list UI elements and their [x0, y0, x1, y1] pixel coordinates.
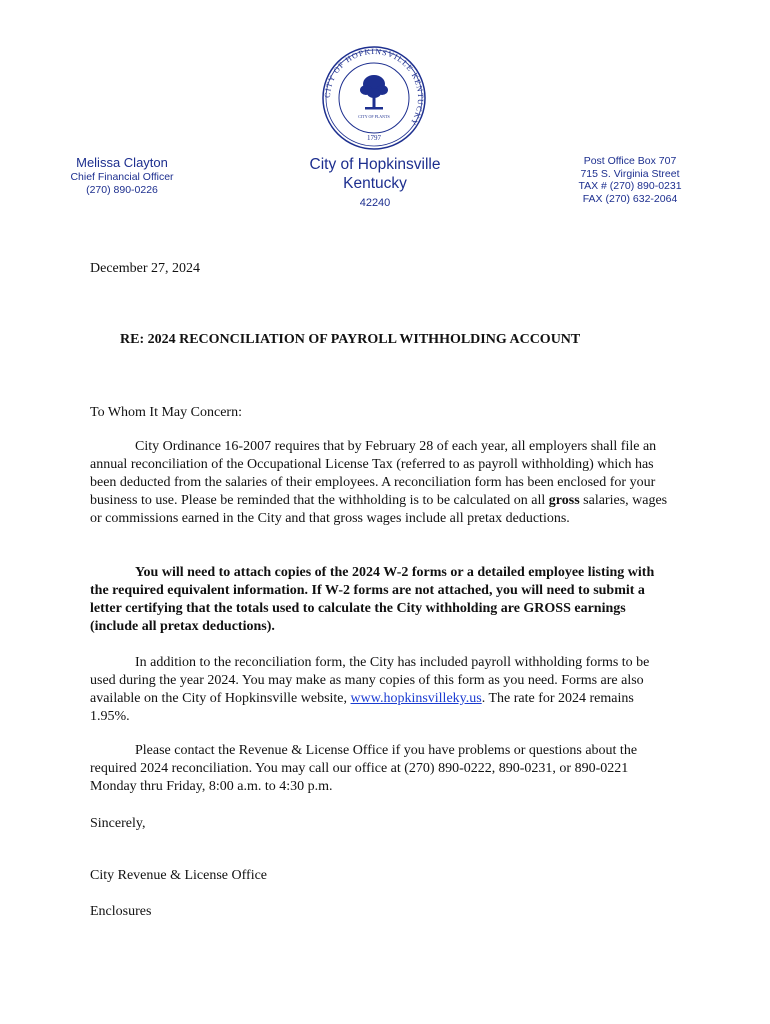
gross-emphasis: gross [548, 493, 580, 508]
seal-ring-text: CITY OF HOPKINSVILLE KENTUCKY [322, 46, 426, 128]
paragraph-ordinance-text-a: City Ordinance 16-2007 requires that by February 28 of each year, all employers shall file an annual reconciliation of the Occupational License Tax (referred to as payroll withholding) which has been deducted from the salaries of their employees. A reconciliation form has been enclosed for your business to use. Please be reminded that the withholding is to be calculated on all [90, 439, 657, 508]
city-seal-icon [319, 46, 429, 150]
header-left-contact [52, 155, 192, 197]
tree-icon [360, 75, 388, 110]
header-city [285, 155, 465, 211]
seal-year: 1797 [367, 134, 381, 142]
paragraph-ordinance-text-b: salaries, wages or commissions earned in the City and that gross wages include all pretax deductions. [90, 493, 668, 526]
city-name: City of Hopkinsville [309, 156, 441, 173]
seal-inner-text: CITY OF PLANTS [358, 114, 390, 119]
zip-code: 42240 [359, 197, 391, 209]
state-name: Kentucky [343, 175, 407, 192]
header-right-address [560, 155, 700, 205]
paragraph-w2-text: You will need to attach copies of the 2024 W-2 forms or a detailed employee listing with the required equivalent information. If W-2 forms are not attached, you will need to submit a letter certifying that the totals used to calculate the City withholding are GROSS earnings (include all pretax deductions). [90, 565, 655, 634]
paragraph-w2-requirement [90, 564, 670, 636]
closing: Sincerely, [90, 816, 146, 831]
website-link[interactable]: www.hopkinsvilleky.us [350, 691, 482, 706]
paragraph-forms-text-a: In addition to the reconciliation form, the City has included payroll withholding forms to be used during the year 2024. You may make as many copies of this form as you need. Forms are also available on the City of Hopkinsville website, [90, 655, 650, 706]
paragraph-ordinance [90, 438, 670, 528]
signer: City Revenue & License Office [90, 868, 268, 883]
salutation: To Whom It May Concern: [90, 405, 242, 420]
paragraph-contact [90, 742, 670, 796]
subject-line: RE: 2024 RECONCILIATION OF PAYROLL WITHHOLDING ACCOUNT [120, 332, 581, 347]
po-box: Post Office Box 707 [583, 155, 677, 167]
enclosures-note: Enclosures [90, 904, 152, 919]
fax-number: FAX (270) 632-2064 [582, 192, 678, 205]
cfo-phone: (270) 890-0226 [86, 184, 158, 196]
paragraph-contact-text: Please contact the Revenue & License Office if you have problems or questions about the required 2024 reconciliation. You may call our office at (270) 890-0222, 890-0231, or 890-0221 Monday thru Friday, 8:00 a.m. to 4:30 p.m. [90, 743, 638, 794]
street-address: 715 S. Virginia Street [580, 167, 680, 180]
paragraph-forms-text-b: . The rate for 2024 remains 1.95%. [90, 691, 634, 724]
tax-phone: TAX # (270) 890-0231 [578, 180, 682, 192]
cfo-title: Chief Financial Officer [70, 171, 174, 183]
paragraph-forms [90, 654, 670, 726]
cfo-name: Melissa Clayton [76, 155, 168, 170]
letter-date: December 27, 2024 [90, 261, 201, 276]
